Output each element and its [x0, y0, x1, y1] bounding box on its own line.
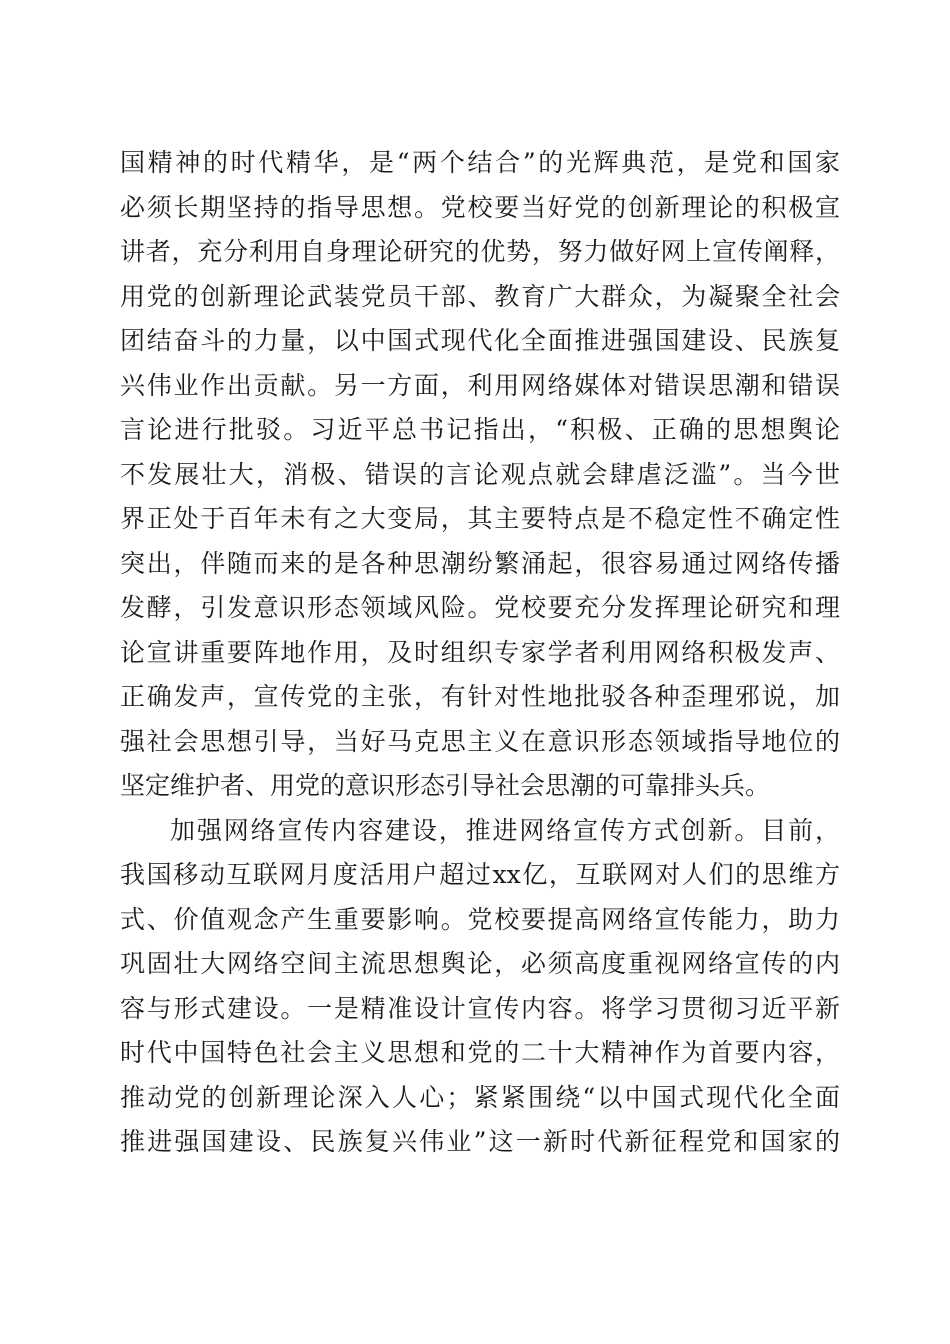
- paragraph-1: [120, 141, 840, 809]
- text-line: 我国移动互联网月度活用户超过xx亿，互联网对人们的思维方: [120, 860, 840, 889]
- text-line: 兴伟业作出贡献。另一方面，利用网络媒体对错误思潮和错误: [120, 370, 840, 400]
- paragraph-2: [120, 809, 840, 1165]
- text-line: 正确发声，宣传党的主张，有针对性地批驳各种歪理邪说，加: [120, 682, 840, 711]
- text-line: 时代中国特色社会主义思想和党的二十大精神作为首要内容，: [120, 1038, 840, 1067]
- text-line: 巩固壮大网络空间主流思想舆论，必须高度重视网络宣传的内: [120, 949, 840, 978]
- document-body: [120, 141, 840, 1165]
- text-line: 用党的创新理论武装党员干部、教育广大群众，为凝聚全社会: [120, 281, 840, 311]
- text-line: 加强网络宣传内容建设，推进网络宣传方式创新。目前，: [170, 815, 840, 845]
- text-line: 强社会思想引导，当好马克思主义在意识形态领域指导地位的: [120, 726, 840, 756]
- text-line: 式、价值观念产生重要影响。党校要提高网络宣传能力，助力: [120, 904, 840, 934]
- text-line: 突出，伴随而来的是各种思潮纷繁涌起，很容易通过网络传播: [120, 548, 840, 578]
- text-line: 发酵，引发意识形态领域风险。党校要充分发挥理论研究和理: [120, 593, 840, 622]
- text-line: 界正处于百年未有之大变局，其主要特点是不稳定性不确定性: [120, 504, 840, 533]
- text-line: 推动党的创新理论深入人心；紧紧围绕“以中国式现代化全面: [120, 1082, 840, 1112]
- text-line: 论宣讲重要阵地作用，及时组织专家学者利用网络积极发声、: [120, 637, 840, 667]
- text-line: 讲者，充分利用自身理论研究的优势，努力做好网上宣传阐释，: [120, 237, 840, 266]
- text-line: 推进强国建设、民族复兴伟业”这一新时代新征程党和国家的: [120, 1127, 840, 1156]
- text-line: 不发展壮大，消极、错误的言论观点就会肆虐泛滥”。当今世: [120, 459, 840, 489]
- text-line: 坚定维护者、用党的意识形态引导社会思潮的可靠排头兵。: [120, 771, 771, 800]
- text-line: 团结奋斗的力量，以中国式现代化全面推进强国建设、民族复: [120, 326, 840, 355]
- text-line: 容与形式建设。一是精准设计宣传内容。将学习贯彻习近平新: [120, 993, 840, 1023]
- text-line: 言论进行批驳。习近平总书记指出，“积极、正确的思想舆论: [120, 415, 840, 444]
- text-line: 必须长期坚持的指导思想。党校要当好党的创新理论的积极宣: [120, 192, 840, 222]
- text-line: 国精神的时代精华，是“两个结合”的光辉典范，是党和国家: [120, 148, 840, 177]
